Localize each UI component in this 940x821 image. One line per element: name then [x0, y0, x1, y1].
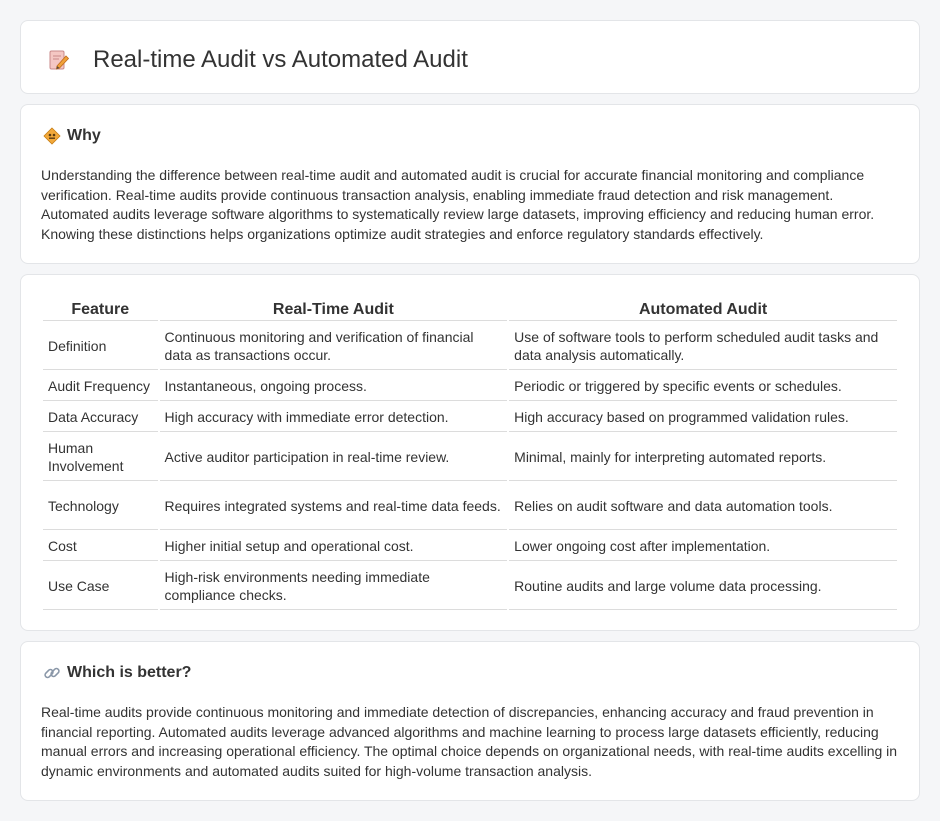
- which-is-better-card: [20, 641, 920, 801]
- table-row: [43, 563, 897, 610]
- feature-cell: Data Accuracy: [43, 403, 158, 432]
- feature-cell: Cost: [43, 532, 158, 561]
- page-title: Real-time Audit vs Automated Audit: [93, 46, 468, 73]
- table-header-row: [43, 299, 897, 321]
- automated-cell: Relies on audit software and data automation tools.: [509, 483, 897, 530]
- table-row: [43, 372, 897, 401]
- table-row: [43, 532, 897, 561]
- feature-cell: Audit Frequency: [43, 372, 158, 401]
- table-row: [43, 483, 897, 530]
- feature-cell: Human Involvement: [43, 434, 158, 481]
- automated-cell: Routine audits and large volume data processing.: [509, 563, 897, 610]
- automated-cell: High accuracy based on programmed validation rules.: [509, 403, 897, 432]
- table-row: [43, 323, 897, 370]
- real-time-cell: Higher initial setup and operational cost.: [160, 532, 508, 561]
- real-time-cell: Requires integrated systems and real-time data feeds.: [160, 483, 508, 530]
- header-card: [20, 20, 920, 94]
- feature-cell: Technology: [43, 483, 158, 530]
- comparison-card: [20, 274, 920, 631]
- why-heading: [43, 127, 101, 145]
- real-time-cell: Active auditor participation in real-time review.: [160, 434, 508, 481]
- table-row: [43, 403, 897, 432]
- automated-cell: Periodic or triggered by specific events or schedules.: [509, 372, 897, 401]
- pencil-note-icon: [47, 48, 71, 72]
- feature-cell: Use Case: [43, 563, 158, 610]
- better-text: Real-time audits provide continuous monitoring and immediate detection of discrepancies, enhancing accuracy and fraud prevention in financial reporting. Automated audits leverage advanced algorithms and machine learning to process large datasets efficiently, reducing manual errors and increasing operational efficiency. The optimal choice depends on organizational needs, with real-time audits excelling in dynamic environments and automated audits suited for high-volume transaction analysis.: [41, 704, 898, 779]
- real-time-cell: Instantaneous, ongoing process.: [160, 372, 508, 401]
- better-heading: [43, 664, 191, 682]
- real-time-cell: High-risk environments needing immediate compliance checks.: [160, 563, 508, 610]
- column-header-automated: Automated Audit: [509, 299, 897, 321]
- page-title-row: [47, 46, 468, 74]
- column-header-real-time: Real-Time Audit: [160, 299, 508, 321]
- real-time-cell: High accuracy with immediate error detection.: [160, 403, 508, 432]
- column-header-feature: Feature: [43, 299, 158, 321]
- better-title: Which is better?: [67, 664, 192, 681]
- automated-cell: Use of software tools to perform scheduled audit tasks and data analysis automatically.: [509, 323, 897, 370]
- why-card: [20, 104, 920, 264]
- automated-cell: Minimal, mainly for interpreting automated reports.: [509, 434, 897, 481]
- automated-cell: Lower ongoing cost after implementation.: [509, 532, 897, 561]
- diamond-sign-icon: [43, 127, 61, 145]
- feature-cell: Definition: [43, 323, 158, 370]
- real-time-cell: Continuous monitoring and verification of financial data as transactions occur.: [160, 323, 508, 370]
- why-text: Understanding the difference between real-time audit and automated audit is crucial for accurate financial monitoring and compliance verification. Real-time audits provide continuous transaction analysis, enabling immediate fraud detection and risk management. Automated audits leverage software algorithms to systematically review large datasets, improving efficiency and reducing human error. Knowing these distinctions helps organizations optimize audit strategies and enforce regulatory standards effectively.: [41, 167, 875, 242]
- comparison-table: [41, 297, 899, 612]
- table-row: [43, 434, 897, 481]
- why-title: Why: [67, 127, 101, 144]
- link-icon: [43, 664, 61, 682]
